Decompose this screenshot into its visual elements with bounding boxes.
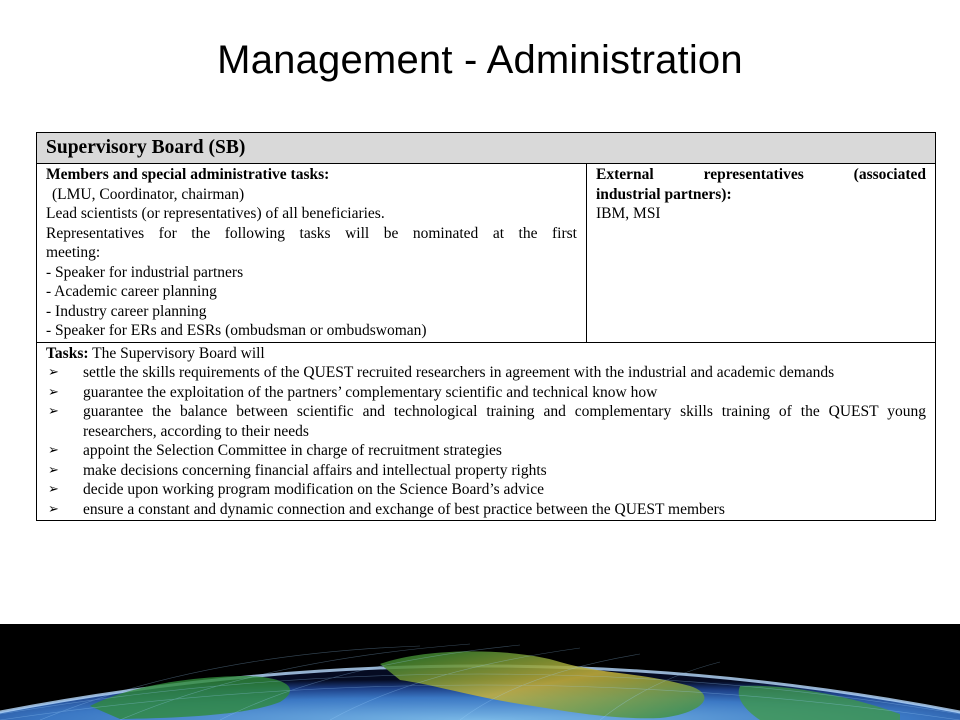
task-item [46, 363, 926, 383]
members-line: - Speaker for ERs and ESRs (ombudsman or ombudswoman) [46, 322, 427, 339]
task-item [46, 500, 926, 520]
task-text: settle the skills requirements of the QUEST recruited researchers in agreement with the industrial and academic demands [83, 364, 835, 381]
members-line: meeting: [46, 244, 101, 261]
task-text: ensure a constant and dynamic connection and exchange of best practice between the QUEST members [83, 500, 725, 518]
arrowhead-bullet-icon: ➢ [48, 501, 59, 517]
arrowhead-bullet-icon: ➢ [48, 404, 59, 419]
task-text: guarantee the exploitation of the partners’ complementary scientific and technical know how [83, 383, 658, 401]
task-item [46, 402, 926, 441]
external-heading: External representatives (associated [596, 166, 926, 183]
arrowhead-bullet-icon: ➢ [48, 462, 59, 478]
arrowhead-bullet-icon: ➢ [48, 365, 59, 380]
supervisory-board-table [36, 132, 936, 521]
table-header: Supervisory Board (SB) [37, 133, 936, 164]
task-item [46, 441, 926, 461]
tasks-intro [46, 344, 926, 364]
task-item [46, 383, 926, 403]
task-text: make decisions concerning financial affairs and intellectual property rights [83, 461, 547, 479]
external-cell [587, 164, 936, 343]
members-cell [37, 164, 587, 343]
arrowhead-bullet-icon: ➢ [48, 443, 59, 458]
members-heading: Members and special administrative tasks: [46, 166, 330, 183]
tasks-label: Tasks: [46, 344, 89, 362]
earth-horizon-graphic [0, 624, 960, 720]
members-line: - Speaker for industrial partners [46, 263, 244, 281]
task-item [46, 480, 926, 500]
members-line: - Industry career planning [46, 302, 207, 320]
members-line: - Academic career planning [46, 283, 217, 300]
tasks-cell [37, 342, 936, 521]
task-text: guarantee the balance between scientific and technological training and complementary skills training of the QUEST young researchers, according to their needs [83, 403, 926, 440]
arrowhead-bullet-icon: ➢ [48, 384, 59, 400]
members-line: Lead scientists (or representatives) of all beneficiaries. [46, 205, 385, 222]
task-text: decide upon working program modification on the Science Board’s advice [83, 481, 544, 498]
members-line: (LMU, Coordinator, chairman) [52, 185, 245, 203]
external-value: IBM, MSI [596, 205, 661, 222]
tasks-list [46, 363, 926, 519]
task-text: appoint the Selection Committee in charge of recruitment strategies [83, 442, 502, 459]
slide-title: Management - Administration [217, 38, 743, 82]
earth-banner-image [0, 624, 960, 720]
members-line: Representatives for the following tasks will be nominated at the first [46, 224, 577, 242]
arrowhead-bullet-icon: ➢ [48, 482, 59, 497]
external-heading-cont: industrial partners): [596, 185, 732, 203]
tasks-intro-text: The Supervisory Board will [88, 344, 265, 362]
task-item [46, 461, 926, 481]
